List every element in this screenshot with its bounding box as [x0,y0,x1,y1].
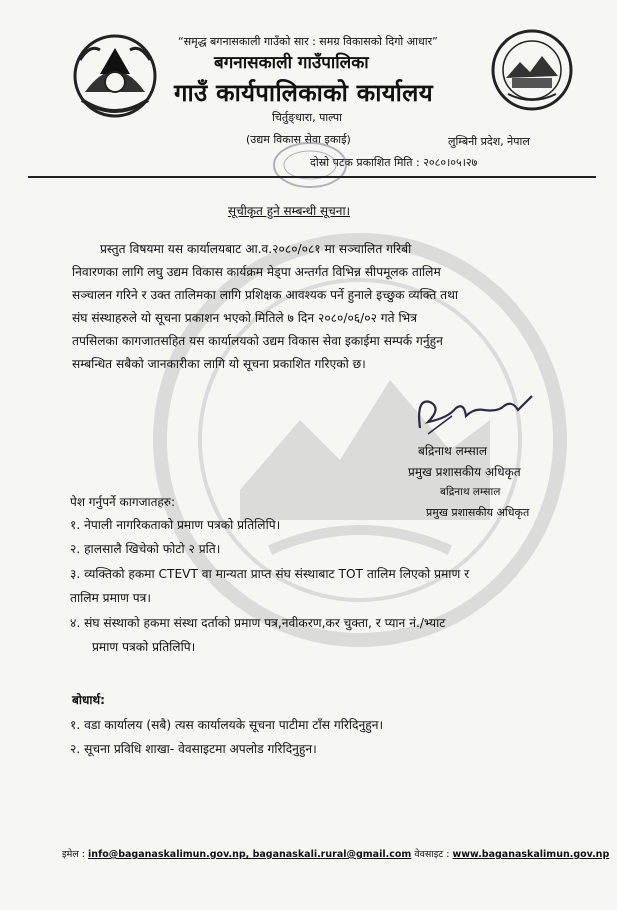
cc-heading: बोधार्थ: [72,693,105,707]
document-item: ३. व्यक्तिको हकमा CTEVT वा मान्यता प्राप्त संघ संस्थाबाट TOT तालिम लिएको प्रमाण र [70,567,470,581]
document-item: २. हालसालै खिचेको फोटो २ प्रति। [70,542,221,556]
nepal-emblem-icon [70,30,160,122]
body-line: संघ संस्थाहरुले यो सूचना प्रकाशन भएको मितिले ७ दिन २०८०/०६/०२ गते भित्र [72,311,417,325]
document-item: ४. संघ संस्थाको हकमा संस्था दर्ताको प्रमाण पत्र,नवीकरण,कर चुक्ता, र प्यान नं./भ्याट [70,616,446,630]
cc-item: २. सूचना प्रविधि शाखा- वेवसाइटमा अपलोड गरिदिनुहुन। [70,742,317,756]
slogan: “समृद्ध बगनासकाली गाउँको सार : समग्र विकासको दिगो आधार” [178,35,438,48]
document-item: १. नेपाली नागरिकताको प्रमाण पत्रको प्रतिलिपि। [70,518,281,532]
office-name: गाउँ कार्यपालिकाको कार्यालय [174,79,433,107]
stamp-title: प्रमुख प्रशासकीय अधिकृत [426,506,530,519]
website-label: वेवसाइट : [414,849,450,860]
stamp-name: बद्रिनाथ लम्साल [440,486,501,498]
signatory-title: प्रमुख प्रशासकीय अधिकृत [408,465,521,479]
email-label: इमेल : [62,849,86,860]
municipality-seal-icon [490,28,574,112]
email-links[interactable]: info@baganaskalimun.gov.np, baganaskali.rural@gmail.com [88,849,412,860]
cc-item: १. वडा कार्यालय (सबै) त्यस कार्यालयके सूचना पाटीमा टाँस गरिदिनुहुन। [70,718,384,732]
office-address: चिर्तुङ्धारा, पाल्पा [272,111,342,124]
body-line: तपसिलका कागजातसहित यस कार्यालयको उद्यम विकास सेवा इकाईमा सम्पर्क गर्नुहुन [72,334,443,348]
body-line: निवारणका लागि लघु उद्यम विकास कार्यक्रम मेड्पा अन्तर्गत विभिन्न सीपमूलक तालिम [72,265,441,279]
handwritten-signature [408,388,548,443]
notice-body [72,238,550,376]
documents-heading: पेश गर्नुपर्ने कागजातहरु: [70,495,176,509]
document-item: प्रमाण पत्रको प्रतिलिपि। [92,640,196,654]
signatory-name: बद्रिनाथ लम्साल [418,444,487,458]
body-line: सञ्चालन गरिने र उक्त तालिमका लागि प्रशिक्षक आवश्यक पर्ने हुनाले इच्छुक व्यक्ति तथा [72,288,459,302]
office-stamp-icon [270,140,350,190]
website-link[interactable]: www.baganaskalimun.gov.np [452,849,610,860]
footer [62,847,609,860]
header-divider [28,176,596,178]
municipality-name: बगनासकाली गाउँपालिका [214,53,369,73]
body-line: सम्बन्धित सबैको जानकारीका लागि यो सूचना प्रकाशित गरिएको छ। [72,357,366,371]
office-section: (उद्यम विकास सेवा इकाई) [246,133,351,146]
publish-date: दोस्रो पटक प्रकाशित मिति : २०८०।०५।२७ [310,156,478,169]
notice-subject: सूचीकृत हुने सम्बन्धी सूचना। [228,204,351,218]
document-item: तालिम प्रमाण पत्र। [70,591,152,605]
body-line: प्रस्तुत विषयमा यस कार्यालयबाट आ.व.२०८०/०८१ मा सञ्चालित गरिबी [100,242,412,256]
province: लुम्बिनी प्रदेश, नेपाल [448,135,530,148]
